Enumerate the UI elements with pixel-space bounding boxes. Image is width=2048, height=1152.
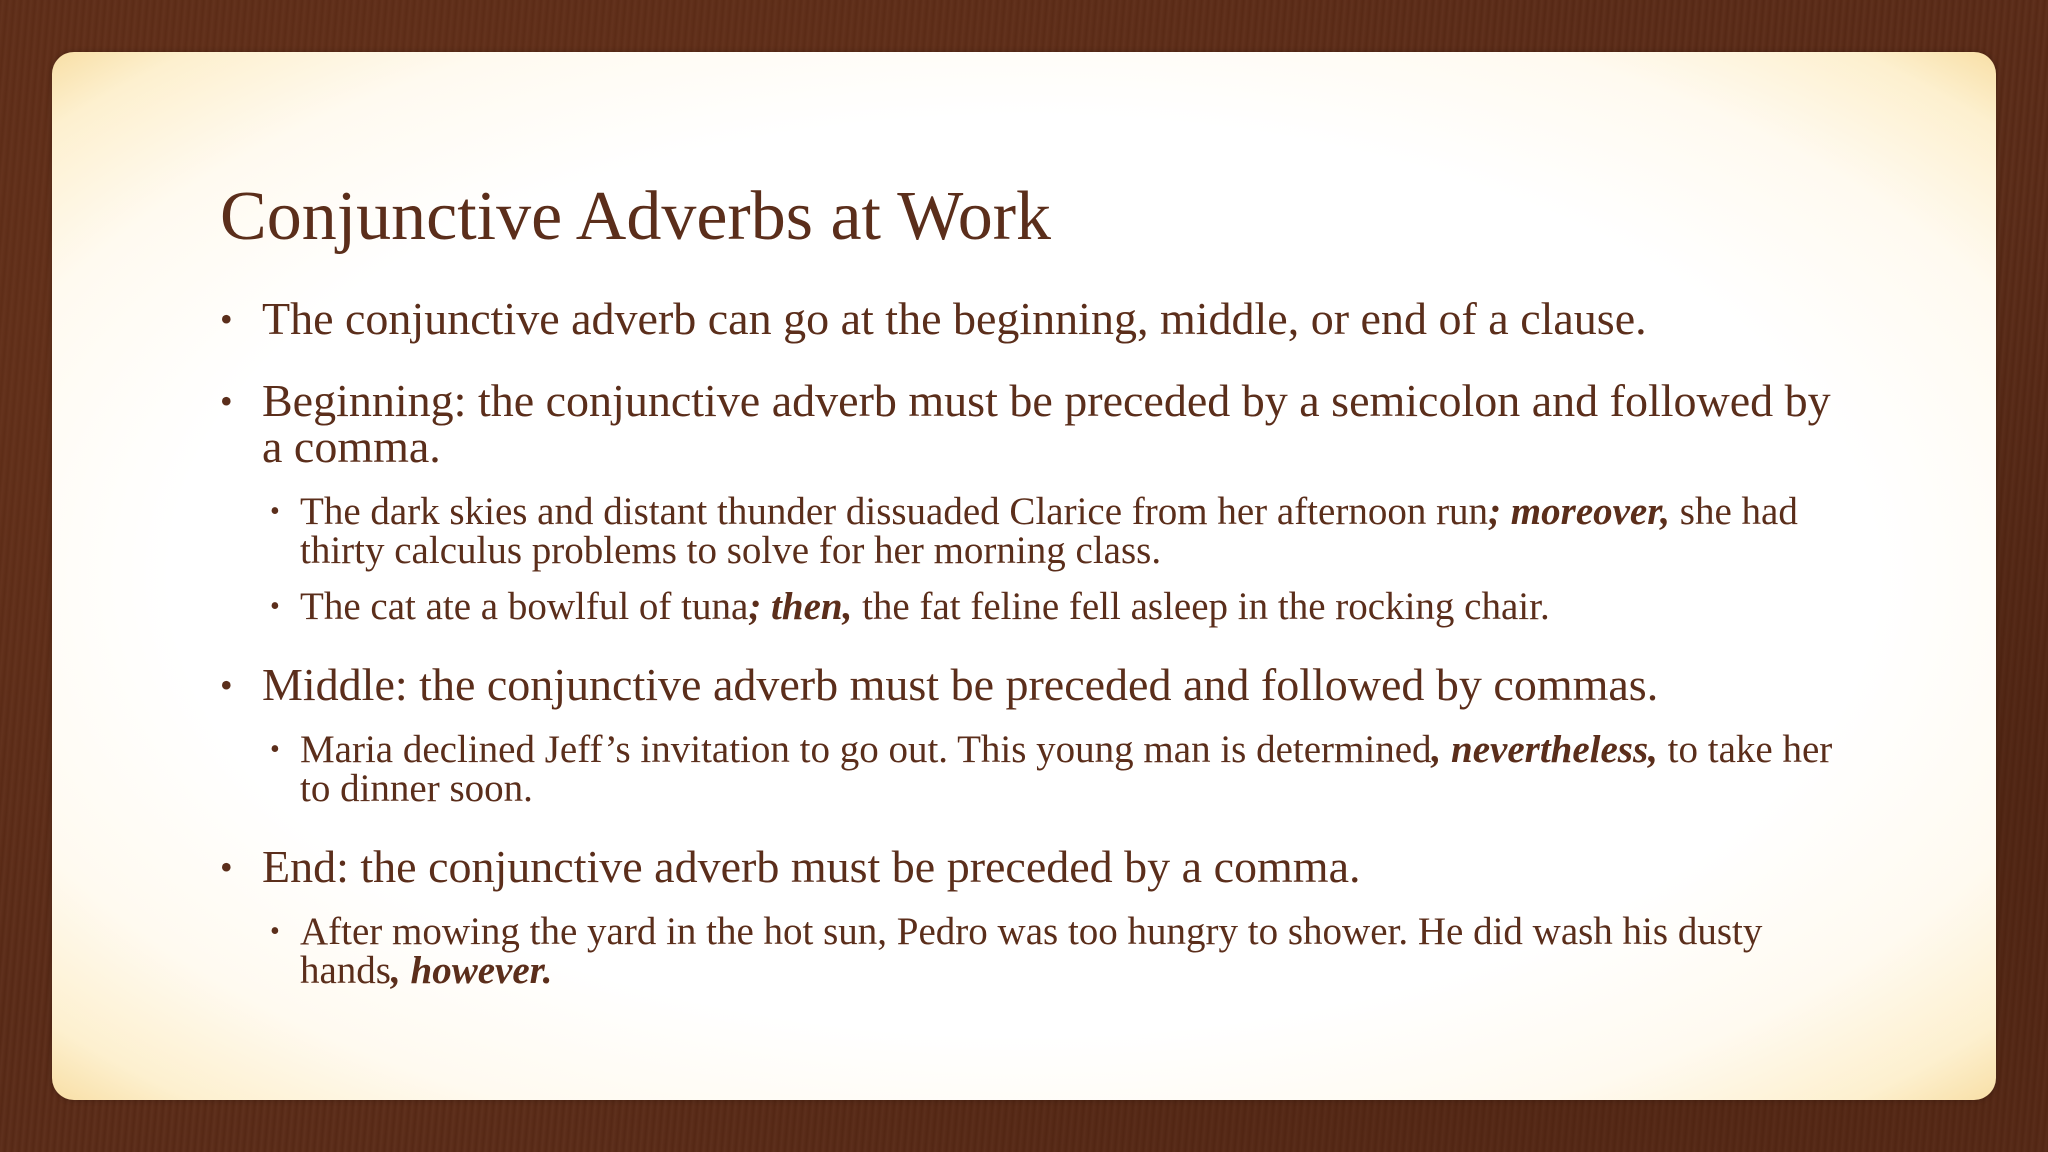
example-text: she had thirty calculus problems to solve for her morning class. xyxy=(300,490,1798,572)
bullet-positions xyxy=(220,293,1860,344)
example-text: the fat feline fell asleep in the rocking chair. xyxy=(852,585,1550,628)
example-text: Maria declined Jeff’s invitation to go out. This young man is determined xyxy=(300,728,1432,771)
example-list xyxy=(262,912,1860,990)
conjunctive-adverb: , nevertheless, xyxy=(1431,728,1658,771)
bullet-text: Beginning: the conjunctive adverb must be preceded by a semicolon and followed by a comma. xyxy=(262,375,1831,472)
example-text: After mowing the yard in the hot sun, Pedro was too hungry to shower. He did wash his dusty hands xyxy=(300,910,1763,992)
conjunctive-adverb: ; then, xyxy=(748,585,853,628)
example-item xyxy=(262,912,1860,990)
bullet-text: Middle: the conjunctive adverb must be preceded and followed by commas. xyxy=(262,659,1659,710)
example-list xyxy=(262,730,1860,808)
bullet-text: End: the conjunctive adverb must be preceded by a comma. xyxy=(262,841,1361,892)
example-item xyxy=(262,492,1860,570)
bullet-end xyxy=(220,841,1860,992)
example-text: to take her to dinner soon. xyxy=(300,728,1833,810)
bullet-beginning xyxy=(220,375,1860,628)
bullet-middle xyxy=(220,659,1860,810)
bullet-list xyxy=(220,293,1860,1026)
example-item xyxy=(262,730,1860,808)
example-list xyxy=(262,492,1860,626)
conjunctive-adverb: , however. xyxy=(391,949,553,992)
example-text: The dark skies and distant thunder dissuaded Clarice from her afternoon run xyxy=(300,490,1489,533)
bullet-text: The conjunctive adverb can go at the beginning, middle, or end of a clause. xyxy=(262,293,1647,344)
example-item xyxy=(262,587,1860,626)
example-text: The cat ate a bowlful of tuna xyxy=(300,585,749,628)
slide-title: Conjunctive Adverbs at Work xyxy=(220,178,1052,255)
conjunctive-adverb: ; moreover, xyxy=(1488,490,1671,533)
